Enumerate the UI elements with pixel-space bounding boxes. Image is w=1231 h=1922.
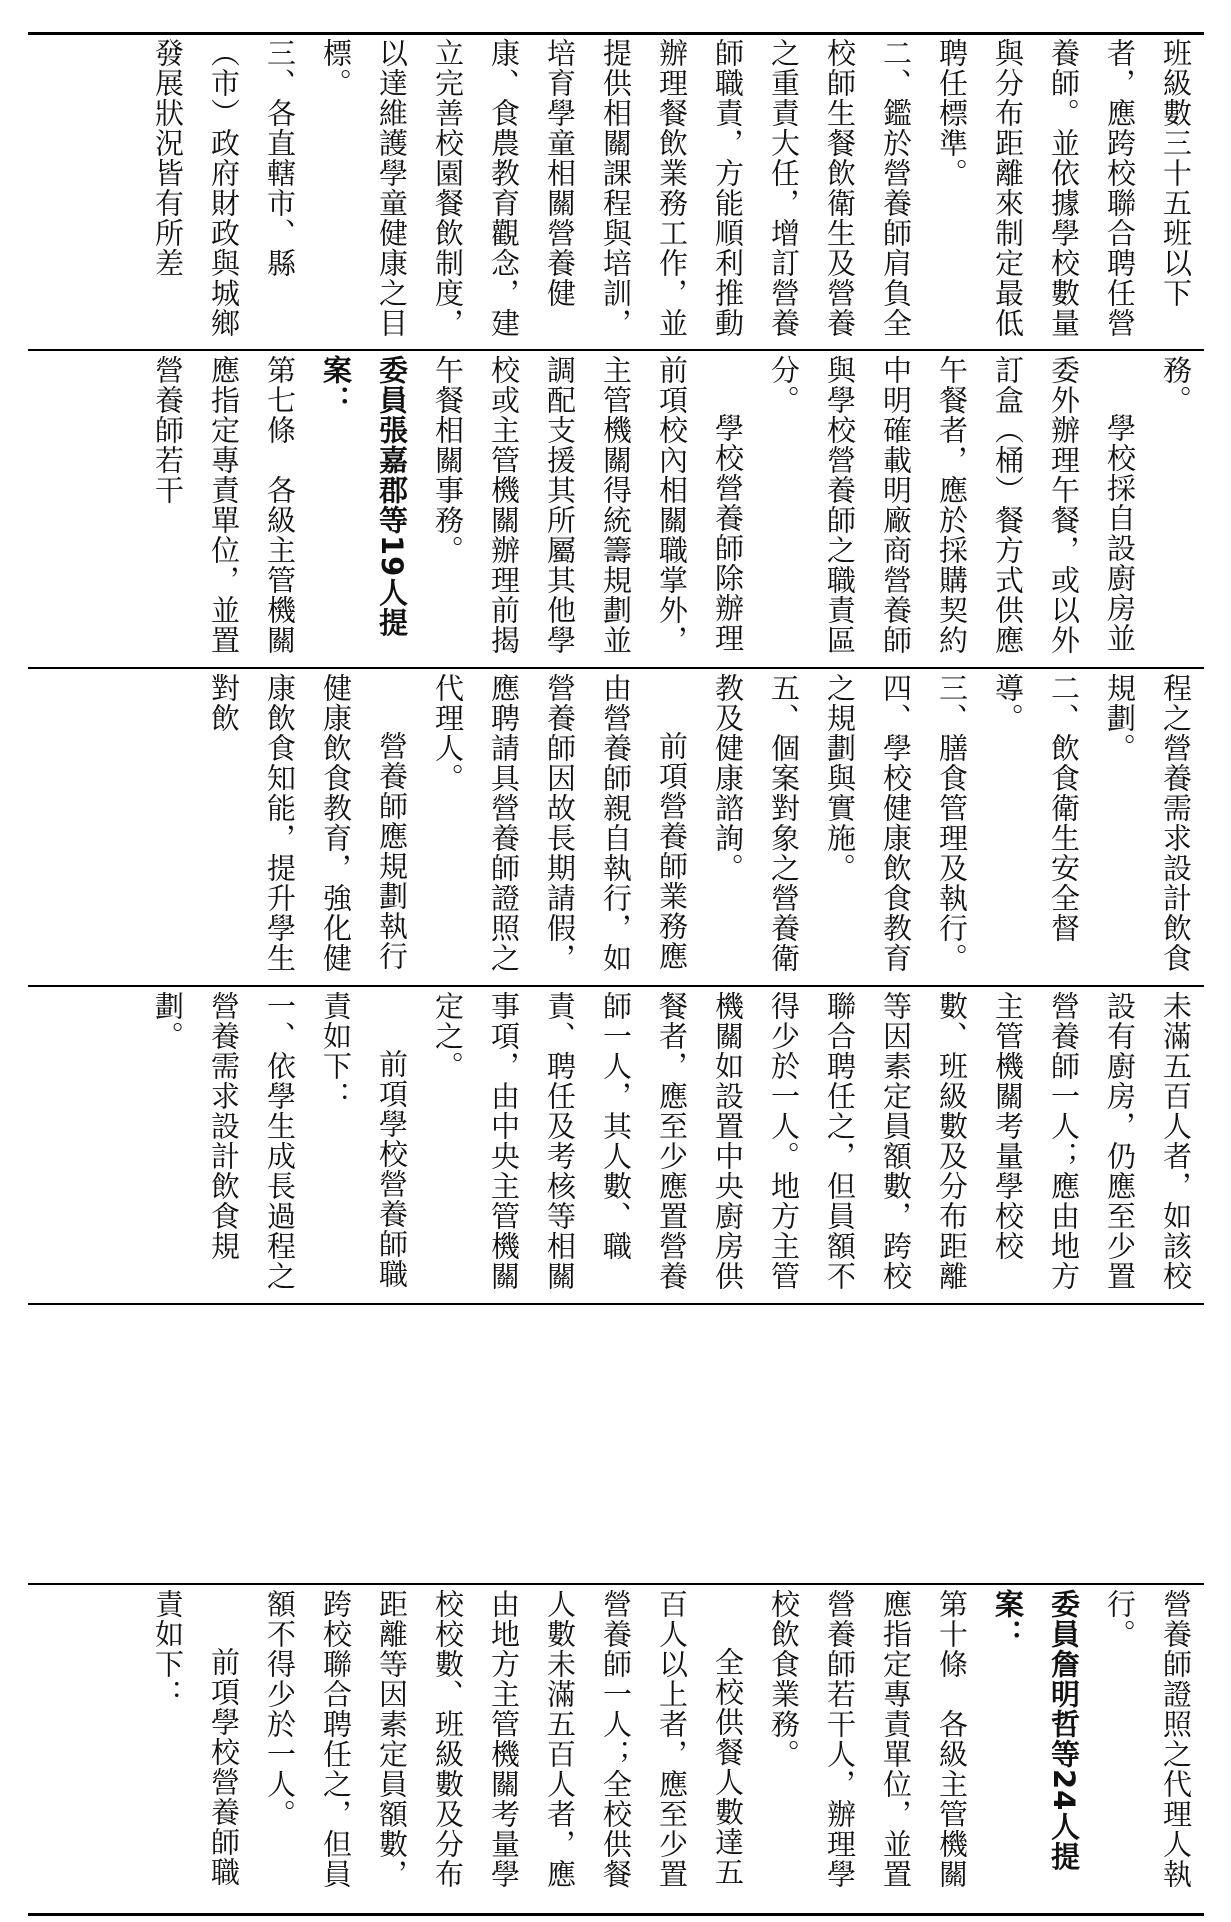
top-rule xyxy=(28,32,1204,35)
paragraph: 四、學校健康飲食教育之規劃與實施。 xyxy=(823,673,913,973)
paragraph: 學校採自設廚房並委外辦理午餐，或以外訂盒（桶）餐方式供應午餐者，應於採購契約中明確載明廠商營養師與學校營養師之職責區分。 xyxy=(767,355,1137,655)
article-paragraph: 第七條 各級主管機關應指定專責單位，並置營養師若干 xyxy=(151,355,297,655)
paragraph: 一、依學生成長過程之營養需求設計飲食規劃。 xyxy=(151,991,297,1291)
paragraph: 營養師應規劃執行健康飲食教育，強化健康飲食知能，提升學生對飲 xyxy=(207,673,409,973)
paragraph: 三、各直轄市、縣（市）政府財政與城鄉發展狀況皆有所差 xyxy=(151,38,297,338)
paragraph: 二、飲食衛生安全督導。 xyxy=(991,673,1081,943)
paragraph: 前項營養師業務應由營養師親自執行，如營養師因故長期請假，應聘請具營養師證照之代理人。 xyxy=(431,673,689,973)
proposal-title: 委員詹明哲等24人提案： xyxy=(991,1589,1081,1872)
proposal-title: 委員張嘉郡等19人提案： xyxy=(319,355,409,638)
text-row-4 xyxy=(28,991,1204,1299)
text-row-3 xyxy=(28,673,1204,981)
paragraph: 務。 xyxy=(1159,355,1193,415)
row-divider-3 xyxy=(28,985,1204,987)
paragraph: 前項學校營養師職責如下： xyxy=(319,991,409,1289)
paragraph: 五、個案對象之營養衛教及健康諮詢。 xyxy=(711,673,801,973)
paragraph: 程之營養需求設計飲食規劃。 xyxy=(1103,673,1193,973)
paragraph: 班級數三十五班以下者，應跨校聯合聘任營養師。並依據學校數量與分布距離來制定最低聘任標準。 xyxy=(935,38,1193,338)
paragraph: 二、鑑於營養師肩負全校師生餐飲衛生及營養之重責大任，增訂營養師職責，方能順利推動辦理餐飲業務工作，並提供相關課程與培訓，培育學童相關營養健康、食農教育觀念，建立完善校園餐飲制度，以達維護學童健康之目標。 xyxy=(319,38,913,338)
paragraph: 全校供餐人數達五百人以上者，應至少置營養師一人；全校供餐人數未滿五百人者，應由地方主管機關考量學校校數、班級數及分布距離等因素定員額數，跨校聯合聘任之，但員額不得少於一人。 xyxy=(263,1589,745,1889)
row-divider-4 xyxy=(28,1303,1204,1305)
paragraph: 三、膳食管理及執行。 xyxy=(935,673,969,973)
row-divider-1 xyxy=(28,349,1204,351)
text-row-1 xyxy=(28,38,1204,345)
bottom-rule xyxy=(28,1913,1204,1916)
text-row-2 xyxy=(28,355,1204,663)
paragraph: 營養師證照之代理人執行。 xyxy=(1103,1589,1193,1889)
paragraph: 未滿五百人者，如該校設有廚房，仍應至少置營養師一人；應由地方主管機關考量學校校數、班級數及分布距離等因素定員額數，跨校聯合聘任之，但員額不得少於一人。地方主管機關如設置中央廚房供餐者，應至少應置營養師一人，其人數、職責、聘任及考核等相關事項，由中央主管機關定之。 xyxy=(431,991,1193,1291)
row-divider-2 xyxy=(28,667,1204,669)
row-divider-5 xyxy=(28,1583,1204,1585)
article-paragraph: 第十條 各級主管機關應指定專責單位，並置營養師若干人，辦理學校飲食業務。 xyxy=(767,1589,969,1889)
paragraph: 學校營養師除辦理前項校內相關職掌外，主管機關得統籌規劃並調配支援其所屬其他學校或主管機關辦理前揭午餐相關事務。 xyxy=(431,355,745,655)
paragraph: 前項學校營養師職責如下： xyxy=(151,1589,241,1887)
text-row-5 xyxy=(28,1589,1204,1909)
